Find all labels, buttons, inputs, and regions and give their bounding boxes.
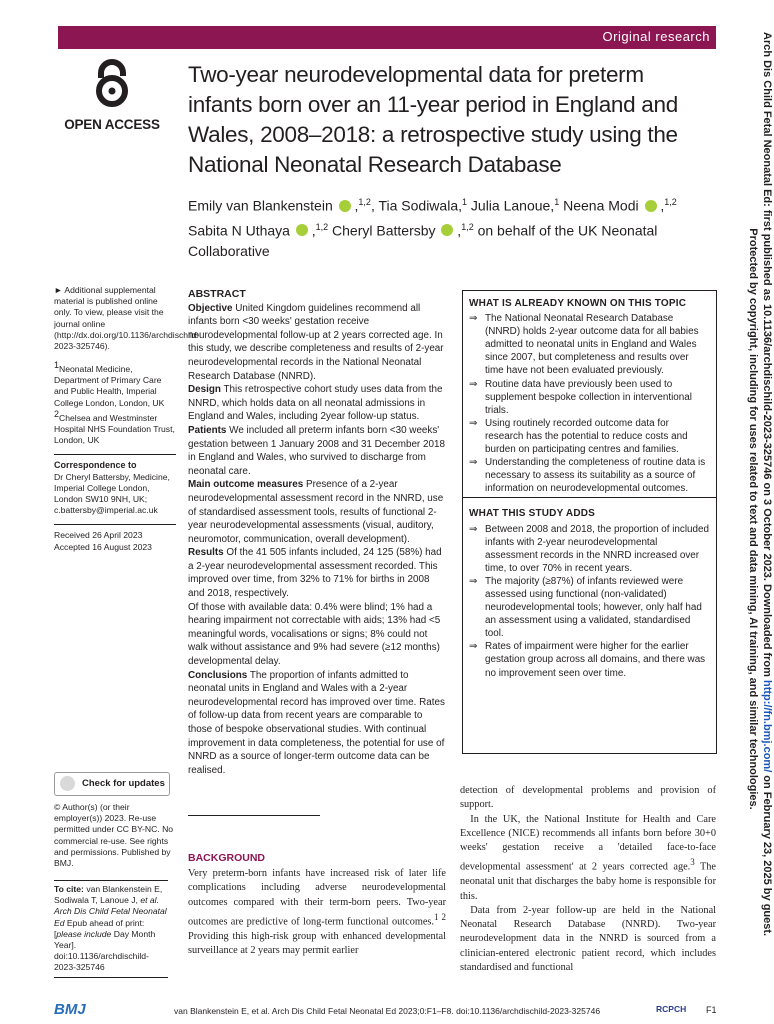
open-access-badge bbox=[62, 62, 162, 132]
background-heading: BACKGROUND bbox=[188, 852, 265, 864]
key-messages-box bbox=[462, 290, 717, 754]
abstract-objective: Objective United Kingdom guidelines recommend all infants born <30 weeks' gestation receive neurodevelopmental follow-up at 2 years corrected age. In this study, we describe completeness and results of 2-year neurodevelopmental records in the National Neonatal Research Database (NNRD). bbox=[188, 302, 444, 382]
article-title: Two-year neurodevelopmental data for preterm infants born over an 11-year period in England and Wales, 2008–2018: a retrospective study using the National Neonatal Research Database bbox=[188, 62, 678, 177]
known-item: ⇒ Routine data have previously been used to supplement bespoke collection in interventional trials. bbox=[469, 378, 692, 416]
page-number: F1 bbox=[706, 1005, 717, 1015]
known-heading: WHAT IS ALREADY KNOWN ON THIS TOPIC bbox=[469, 298, 687, 309]
abstract-outcomes: Main outcome measures Presence of a 2-year neurodevelopmental assessment record in the NNRD, use of standardised assessment tools, results of functional 2-year neurodevelopmental assessments (visual, auditory, neuromotor, communication, overall development). bbox=[188, 479, 444, 545]
background-paragraph: Very preterm-born infants have increased risk of later life complications including adverse neurodevelopmental outcomes compared with their term-born peers. Two-year outcomes are predictive of long-term functional outcomes.$^{1 2}$ Providing this high-risk group with enhanced developmental surveillance at 2 years may permit earlier bbox=[188, 868, 446, 956]
open-access-icon bbox=[92, 62, 132, 108]
body-paragraph: Data from 2-year follow-up are held in the National Neonatal Research Database (NNRD). Two-year neurodevelopment data in the NNRD is sourced from a clinician-entered electronic patient record, which includes standardised and functional bbox=[460, 904, 716, 973]
body-paragraph: detection of developmental problems and provision of support. bbox=[460, 785, 716, 811]
adds-item: ⇒ The majority (≥87%) of infants reviewed were assessed using functional (non-validated) neurodevelopmental tools; however, only half had an assessment using a validated, standardised tool. bbox=[469, 575, 702, 640]
footer-citation: van Blankenstein E, et al. Arch Dis Child Fetal Neonatal Ed 2023;0:F1–F8. doi:10.1136/archdischild-2023-325746 bbox=[174, 1006, 601, 1016]
arrow-icon: ⇒ bbox=[469, 378, 478, 390]
author-name: Julia Lanoue, bbox=[470, 197, 555, 214]
arrow-icon: ⇒ bbox=[469, 575, 478, 587]
abstract bbox=[188, 288, 446, 777]
arrow-icon: ⇒ bbox=[469, 417, 478, 429]
rcpch-logo: RCPCH bbox=[656, 1004, 687, 1014]
orcid-icon[interactable] bbox=[441, 224, 453, 236]
known-item: ⇒ Using routinely recorded outcome data for research has the potential to reduce costs and burden on participating centres and families. bbox=[469, 417, 688, 456]
divider bbox=[54, 454, 176, 455]
affiliation-marker: 1 bbox=[554, 197, 560, 207]
adds-list bbox=[463, 523, 716, 680]
known-list bbox=[463, 312, 716, 495]
abstract-results-2: Of those with available data: 0.4% were blind; 1% had a hearing impairment not correctable with aids; 13% had <5 meaningful words, vocalisations or signs; 8% could not walk without assistance and 9% had severe (≥12 months) developmental delay. bbox=[188, 601, 441, 668]
author-name: Cheryl Battersby bbox=[332, 222, 436, 239]
side-notice bbox=[738, 32, 774, 1006]
adds-heading: WHAT THIS STUDY ADDS bbox=[469, 508, 596, 520]
divider bbox=[54, 524, 176, 525]
affiliation-1: $^1$Neonatal Medicine, Department of Primary Care and Public Health, Imperial College London, London, UK $^2$Chelsea and Westminster Hospital NHS Foundation Trust, London, UK bbox=[54, 360, 175, 446]
supplemental-note: ► Additional supplemental material is published online only. To view, please visit the journal online (http://dx.doi.org/10.1136/archdischild-2023-325746). bbox=[54, 285, 200, 352]
affiliation-marker: 1,2 bbox=[664, 197, 677, 207]
section-label: Original research bbox=[602, 29, 710, 44]
section-banner bbox=[58, 26, 716, 49]
abstract-design: Design This retrospective cohort study uses data from the NNRD, which holds data on all neonatal admissions in England and Wales, including 2year follow-up status. bbox=[188, 384, 443, 423]
correspondence: Correspondence to Dr Cheryl Battersby, Medicine, Imperial College London, London SW10 9NH, UK; c.battersby@imperial.ac.uk bbox=[54, 460, 170, 516]
body-column-right bbox=[460, 784, 716, 975]
dates: Received 26 April 2023 Accepted 16 August 2023 bbox=[54, 530, 152, 552]
author-list: Emily van Blankenstein ,$^{1,2}$, Tia Sodiwala,$^1$ Julia Lanoue,$^1$ Neena Modi ,$^{1,2}$ Sabita N Uthaya ,$^{1,2}$ Cheryl Battersby ,$^{1,2}$ on behalf of the UK Neonatal Collaborative bbox=[188, 197, 677, 260]
bmj-logo: BMJ bbox=[54, 1001, 86, 1018]
sidebar-notes bbox=[54, 285, 200, 561]
open-access-label: OPEN ACCESS bbox=[64, 117, 160, 132]
affiliation-marker: 1,2 bbox=[315, 221, 329, 232]
arrow-icon: ⇒ bbox=[469, 457, 478, 469]
adds-item: ⇒ Rates of impairment were higher for the earlier gestation group across all domains, and there was no improvement seen over time. bbox=[469, 641, 706, 679]
page-footer bbox=[0, 1001, 770, 1020]
orcid-icon[interactable] bbox=[645, 200, 657, 212]
cite-box: To cite: van Blankenstein E, Sodiwala T, Lanoue J, et al. Arch Dis Child Fetal Neonatal Ed Epub ahead of print: [please include Day Month Year]. doi:10.1136/archdischild-2023-325746 bbox=[54, 880, 168, 978]
adds-item: ⇒ Between 2008 and 2018, the proportion of included infants with 2-year neurodevelopmental assessment records in the NNRD increased over time, to over 70% in recent years. bbox=[469, 523, 710, 574]
affiliation-marker: 1,2 bbox=[358, 197, 371, 207]
author-name: Neena Modi bbox=[563, 197, 639, 214]
box-divider bbox=[463, 497, 716, 498]
journal-link[interactable]: http://fn.bmj.com/ bbox=[761, 679, 773, 773]
body-paragraph: In the UK, the National Institute for Health and Care Excellence (NICE) recommends all infants born before 30+0 weeks' gestation receive a 'detailed face-to-face developmental assessment' at 2 years corrected age.$^3$ The neonatal unit that discharges the baby home is responsible for this. bbox=[460, 813, 716, 902]
check-for-updates-button[interactable] bbox=[54, 772, 170, 796]
author-collaborative: on behalf of the UK Neonatal Collaborative bbox=[188, 222, 658, 260]
abstract-conclusions: Conclusions The proportion of infants admitted to neonatal units in England and Wales with a 2-year neurodevelopmental record has improved over time. Rates of follow-up data from recent years are comparable to those of bespoke observational studies. With continual improvement in data completeness, the potential for use of NNRD as a source of longer-term outcome data can be realised. bbox=[188, 669, 445, 776]
affiliation-marker: 1 bbox=[462, 197, 468, 207]
check-updates-icon bbox=[60, 776, 75, 791]
known-item: ⇒ The National Neonatal Research Database (NNRD) holds 2-year outcome data for all babies admitted to neonatal units in England and Wales since 2007, but completeness and results over time have not been evaluated previously. bbox=[469, 313, 699, 377]
arrow-icon: ⇒ bbox=[469, 641, 478, 653]
arrow-icon: ⇒ bbox=[469, 523, 478, 535]
author-name: Sabita N Uthaya bbox=[188, 222, 290, 239]
abstract-patients: Patients We included all preterm infants born <30 weeks' gestation between 1 January 2008 and 31 December 2018 in England and Wales, who survived to discharge from neonatal care. bbox=[188, 424, 445, 477]
abstract-results: Results Of the 41 505 infants included, 24 125 (58%) had a 2-year neurodevelopmental assessment recorded. This improved over time, from 32% to 71% for births in 2008 and 2018, respectively. bbox=[188, 547, 442, 600]
side-notice-line-1: Arch Dis Child Fetal Neonatal Ed: first published as 10.1136/archdischild-2023-325746 on 3 October 2023. Downloaded from http://fn.bmj.com/ on February 23, 2025 by guest. bbox=[761, 32, 773, 937]
author-name: Emily van Blankenstein bbox=[188, 197, 333, 214]
arrow-icon: ⇒ bbox=[469, 313, 478, 325]
orcid-icon[interactable] bbox=[339, 200, 351, 212]
check-updates-label: Check for updates bbox=[82, 778, 165, 789]
affiliation-marker: 1,2 bbox=[461, 221, 474, 232]
known-item: ⇒ Understanding the completeness of routine data is necessary to assess its suitability as a source of information on neurodevelopmental outcomes. bbox=[469, 457, 706, 495]
author-name: Tia Sodiwala, bbox=[378, 197, 462, 214]
orcid-icon[interactable] bbox=[296, 224, 308, 236]
abstract-heading: ABSTRACT bbox=[188, 288, 246, 300]
copyright-notice: © Author(s) (or their employer(s)) 2023. Re-use permitted under CC BY-NC. No commercial re-use. See rights and permissions. Published by BMJ. bbox=[54, 802, 174, 869]
abstract-divider bbox=[188, 815, 320, 816]
side-notice-line-2: Protected by copyright, including for uses related to text and data mining, AI training, and similar technologies. bbox=[747, 228, 759, 810]
